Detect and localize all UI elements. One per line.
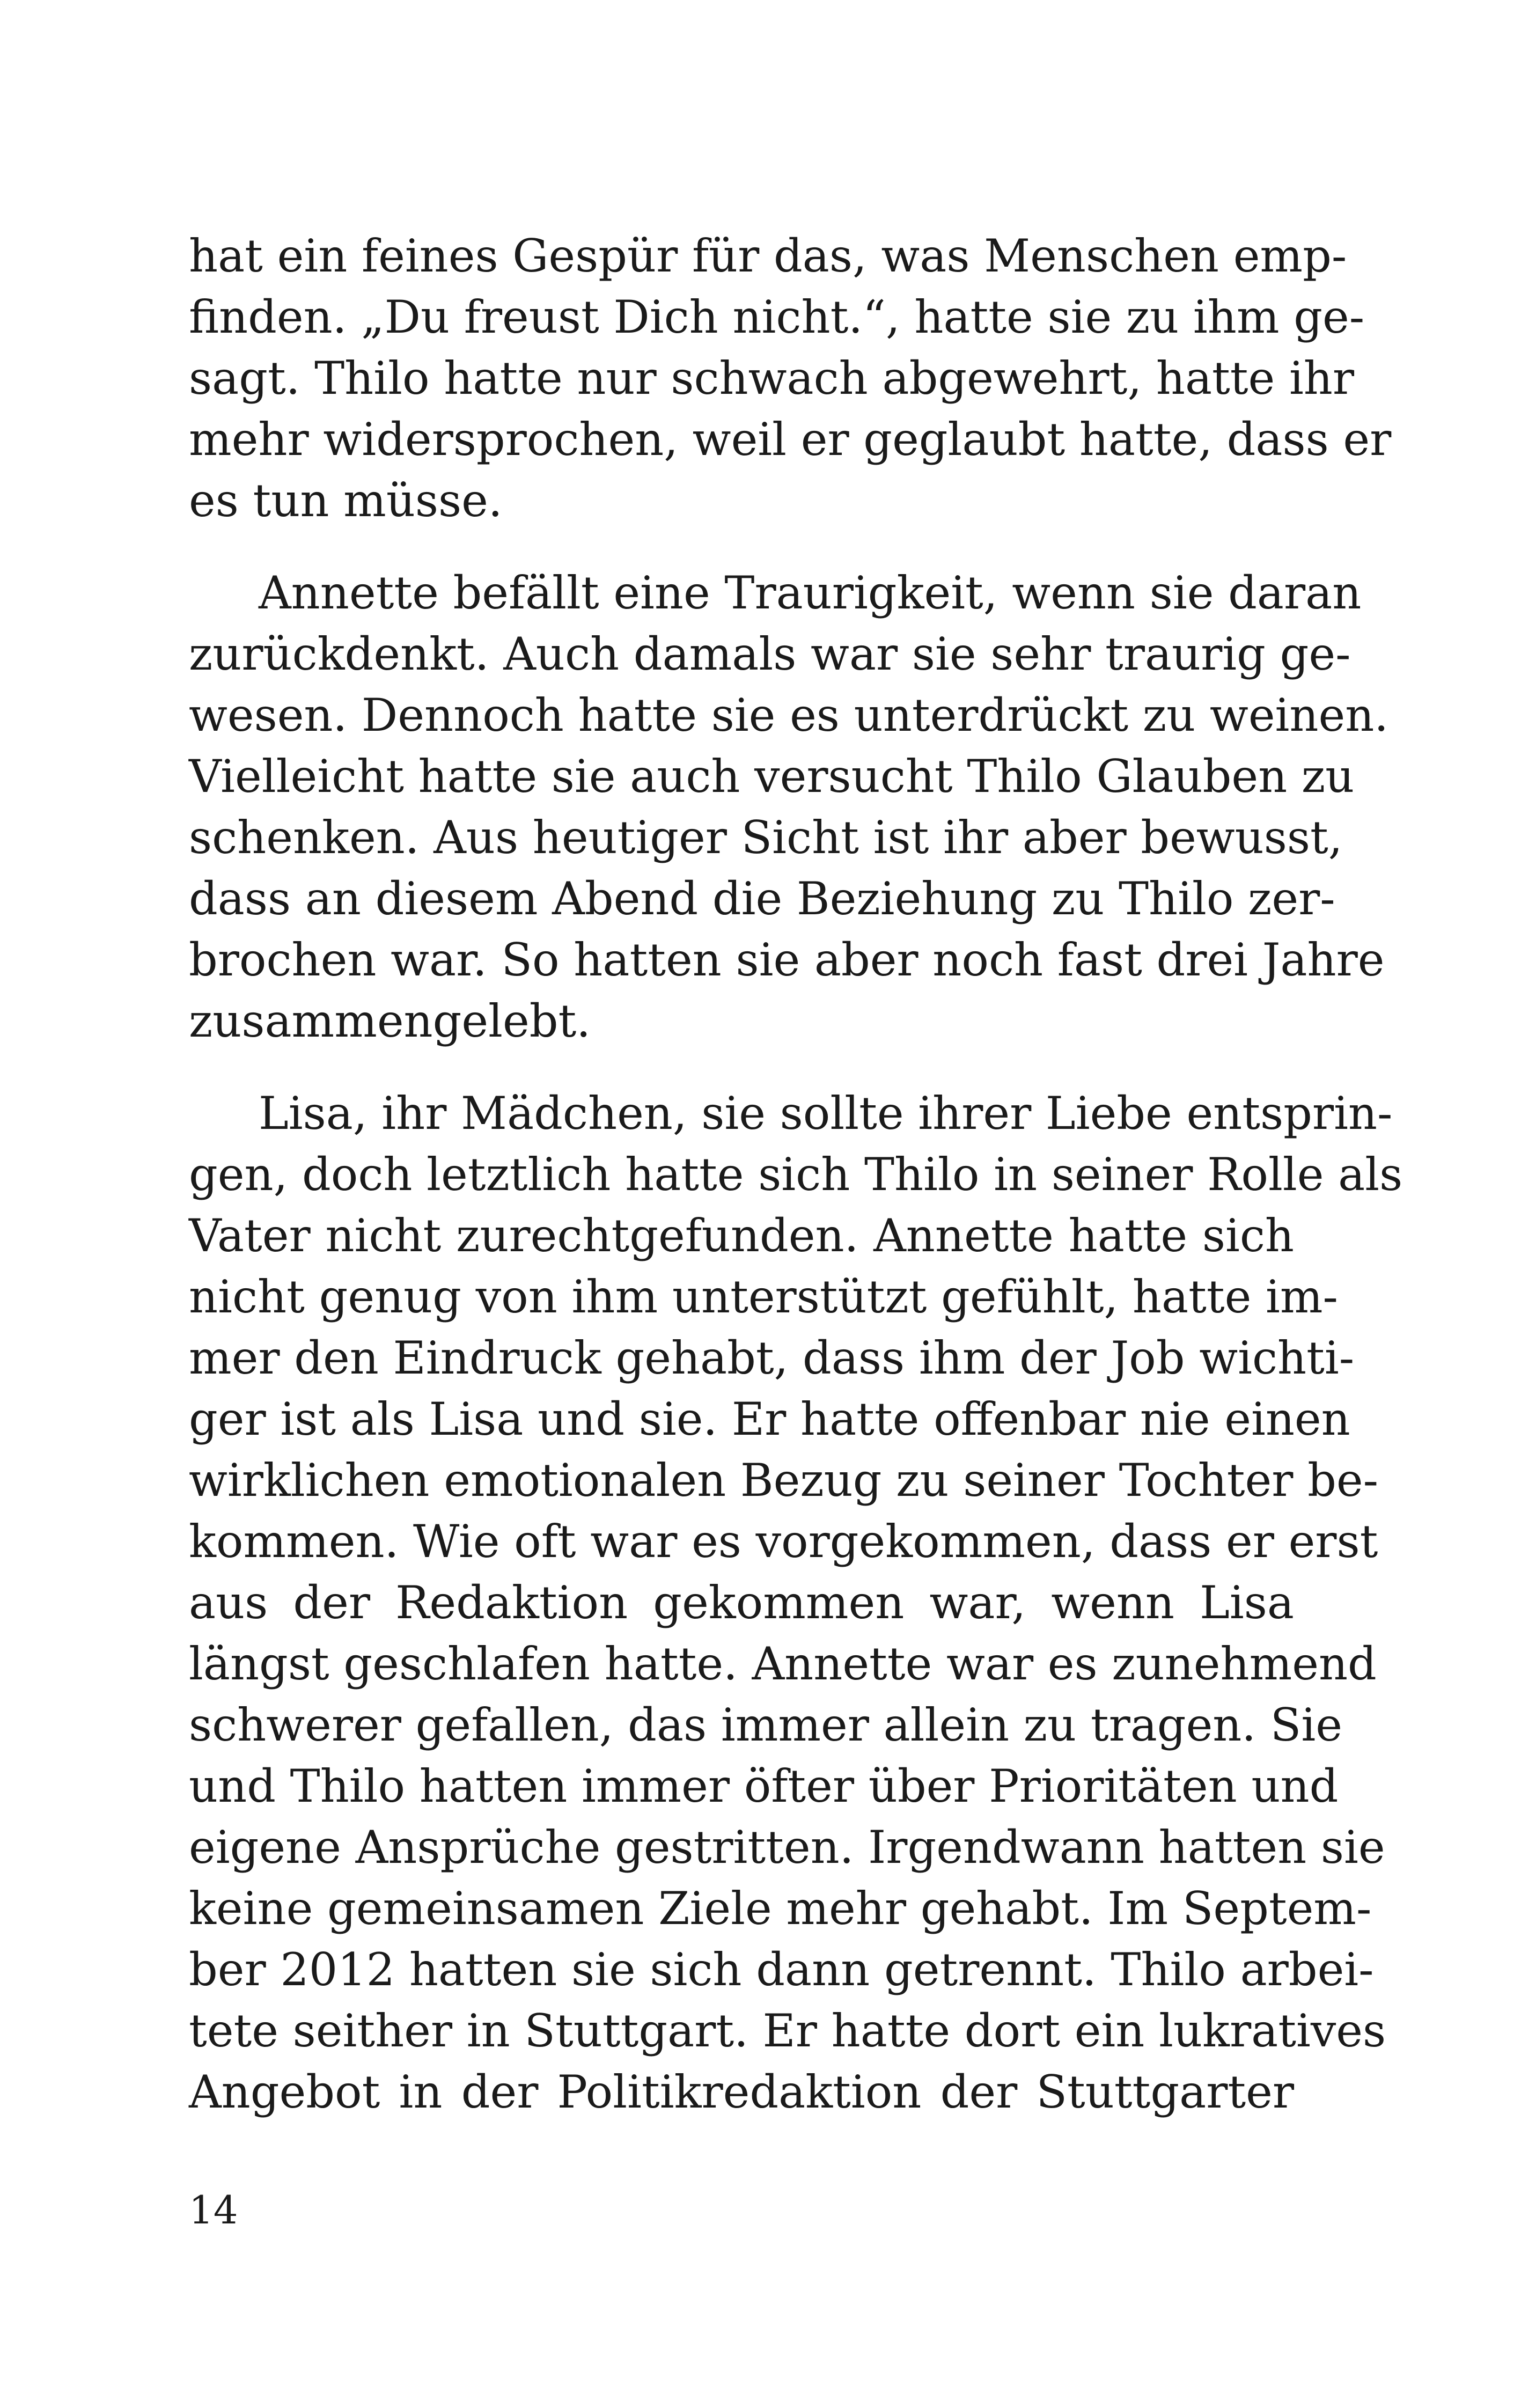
text-line: Vielleicht hatte sie auch versucht Thilo Glauben zu <box>189 750 1355 803</box>
paragraph-1 <box>189 225 1392 531</box>
text-line: ger ist als Lisa und sie. Er hatte offenbar nie einen <box>189 1393 1350 1445</box>
text-line: Annette befällt eine Traurigkeit, wenn sie daran <box>259 567 1362 619</box>
paragraph-3 <box>189 1083 1403 2123</box>
text-line: brochen war. So hatten sie aber noch fast drei Jahre <box>189 934 1385 986</box>
text-line: keine gemeinsamen Ziele mehr gehabt. Im Septem- <box>189 1882 1372 1935</box>
text-line: wirklichen emotionalen Bezug zu seiner Tochter be- <box>189 1454 1378 1507</box>
text-line: dass an diesem Abend die Beziehung zu Thilo zer- <box>189 872 1335 925</box>
page-number: 14 <box>189 2187 238 2233</box>
text-line: gen, doch letztlich hatte sich Thilo in seiner Rolle als <box>189 1148 1403 1201</box>
text-line: schenken. Aus heutiger Sicht ist ihr aber bewusst, <box>189 811 1343 864</box>
text-line: Vater nicht zurechtgefunden. Annette hatte sich <box>189 1209 1294 1262</box>
text-line: längst geschlafen hatte. Annette war es zunehmend <box>189 1638 1377 1690</box>
text-line: kommen. Wie oft war es vorgekommen, dass er erst <box>189 1515 1378 1568</box>
text-line: nicht genug von ihm unterstützt gefühlt, hatte im- <box>189 1271 1338 1323</box>
text-line: wesen. Dennoch hatte sie es unterdrückt zu weinen. <box>189 689 1389 742</box>
text-line: finden. „Du freust Dich nicht.“, hatte sie zu ihm ge- <box>189 291 1365 343</box>
text-line: ber 2012 hatten sie sich dann getrennt. Thilo arbei- <box>189 1943 1374 1996</box>
text-line: es tun müsse. <box>189 474 503 527</box>
body-text <box>189 225 1403 2123</box>
text-line: hat ein feines Gespür für das, was Menschen emp- <box>189 230 1347 282</box>
text-line: Lisa, ihr Mädchen, sie sollte ihrer Liebe entsprin- <box>259 1087 1393 1140</box>
text-line: zusammengelebt. <box>189 995 591 1047</box>
paragraph-2 <box>189 562 1389 1052</box>
text-line: mer den Eindruck gehabt, dass ihm der Job wichti- <box>189 1332 1355 1384</box>
text-line: tete seither in Stuttgart. Er hatte dort ein lukratives <box>189 2005 1386 2057</box>
text-line: eigene Ansprüche gestritten. Irgendwann hatten sie <box>189 1821 1385 1874</box>
text-line: Angebot in der Politikredaktion der Stuttgarter <box>189 2066 1294 2118</box>
text-line: zurückdenkt. Auch damals war sie sehr traurig ge- <box>189 628 1351 680</box>
text-line: sagt. Thilo hatte nur schwach abgewehrt, hatte ihr <box>189 352 1355 405</box>
text-line: aus der Redaktion gekommen war, wenn Lisa <box>189 1576 1294 1629</box>
text-line: und Thilo hatten immer öfter über Prioritäten und <box>189 1760 1339 1812</box>
text-line: mehr widersprochen, weil er geglaubt hatte, dass er <box>189 413 1392 466</box>
text-line: schwerer gefallen, das immer allein zu tragen. Sie <box>189 1699 1342 1751</box>
